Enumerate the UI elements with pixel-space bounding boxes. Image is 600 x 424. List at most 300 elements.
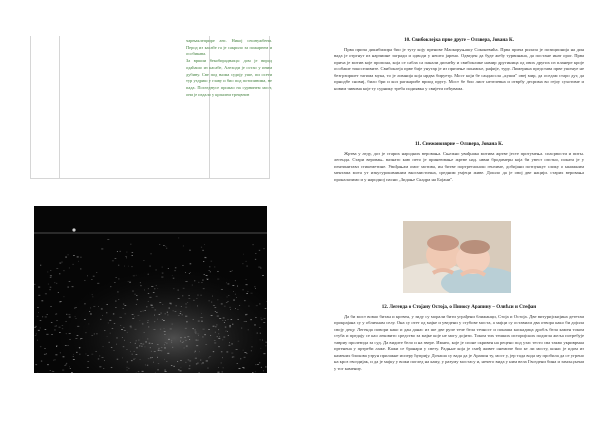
sea-sparkle xyxy=(161,277,163,278)
sea-sparkle xyxy=(160,313,161,314)
sea-sparkle xyxy=(246,279,247,280)
sea-sparkle xyxy=(41,301,43,302)
sea-sparkle xyxy=(221,352,223,353)
sea-sparkle xyxy=(47,272,48,273)
sea-sparkle xyxy=(219,318,221,319)
sea-sparkle xyxy=(217,271,218,272)
sea-sparkle xyxy=(203,329,205,330)
sea-sparkle xyxy=(64,296,65,297)
sea-sparkle xyxy=(80,338,82,339)
sea-sparkle xyxy=(148,288,149,289)
sea-sparkle xyxy=(158,348,159,349)
sea-sparkle xyxy=(197,340,199,341)
sea-sparkle xyxy=(161,351,162,352)
sea-sparkle xyxy=(195,332,197,333)
sea-sparkle xyxy=(199,373,200,374)
sea-sparkle xyxy=(91,279,92,280)
sea-sparkle xyxy=(263,353,265,354)
sea-sparkle xyxy=(198,282,199,283)
sea-sparkle xyxy=(145,310,146,311)
sea-sparkle xyxy=(202,250,204,251)
sea-sparkle xyxy=(80,339,81,340)
sea-sparkle xyxy=(148,320,149,321)
sea-sparkle xyxy=(221,289,223,290)
sea-sparkle xyxy=(167,315,169,316)
sea-sparkle xyxy=(261,319,263,320)
sea-sparkle xyxy=(178,315,180,316)
sea-sparkle xyxy=(182,342,184,343)
sea-sparkle xyxy=(168,268,169,269)
sea-sparkle xyxy=(73,255,75,256)
sea-sparkle xyxy=(86,354,87,355)
sea-sparkle xyxy=(259,327,260,328)
sea-sparkle xyxy=(207,279,208,280)
sea-sparkle xyxy=(66,314,67,315)
sea-sparkle xyxy=(185,328,187,329)
sea-sparkle xyxy=(257,364,259,365)
sea-sparkle xyxy=(168,339,170,340)
sea-sparkle xyxy=(116,344,117,345)
sea-sparkle xyxy=(47,364,49,365)
sea-sparkle xyxy=(120,317,121,318)
sea-sparkle xyxy=(260,340,261,341)
sea-sparkle xyxy=(180,337,181,338)
sea-sparkle xyxy=(171,304,172,305)
sea-sparkle xyxy=(218,334,219,335)
sea-sparkle xyxy=(236,349,238,350)
sea-sparkle xyxy=(93,276,95,277)
sea-sparkle xyxy=(157,288,158,289)
sea-sparkle xyxy=(117,359,119,360)
sea-sparkle xyxy=(151,286,153,287)
sea-sparkle xyxy=(148,274,149,275)
sea-sparkle xyxy=(244,352,246,353)
sea-sparkle xyxy=(196,298,197,299)
sea-sparkle xyxy=(112,261,114,262)
sea-sparkle xyxy=(265,367,266,368)
sea-sparkle xyxy=(204,244,205,245)
sea-sparkle xyxy=(164,370,166,371)
sea-sparkle xyxy=(38,295,40,296)
sea-sparkle xyxy=(189,368,191,369)
sea-sparkle xyxy=(194,281,195,282)
sea-sparkle xyxy=(148,322,149,323)
sea-sparkle xyxy=(180,360,182,361)
sea-sparkle xyxy=(154,315,155,316)
sea-sparkle xyxy=(189,273,190,274)
sea-sparkle xyxy=(183,246,184,247)
sea-sparkle xyxy=(209,267,210,268)
sea-sparkle xyxy=(77,326,79,327)
sea-sparkle xyxy=(59,332,61,333)
sea-sparkle xyxy=(255,364,256,365)
sea-sparkle xyxy=(79,348,80,349)
sea-sparkle xyxy=(190,272,191,273)
sea-sparkle xyxy=(221,304,223,305)
sea-sparkle xyxy=(217,372,219,373)
sea-sparkle xyxy=(96,272,97,273)
sea-sparkle xyxy=(59,274,60,275)
sea-sparkle xyxy=(185,316,187,317)
sea-sparkle xyxy=(242,263,243,264)
sea-sparkle xyxy=(180,313,181,314)
sea-sparkle xyxy=(107,336,108,337)
sea-sparkle xyxy=(184,337,186,338)
sea-sparkle xyxy=(185,304,187,305)
sea-sparkle xyxy=(141,346,142,347)
sea-sparkle xyxy=(172,324,174,325)
sea-sparkle xyxy=(34,284,35,285)
sea-sparkle xyxy=(66,321,67,322)
sea-sparkle xyxy=(45,294,47,295)
sea-sparkle xyxy=(212,296,213,297)
sea-sparkle xyxy=(136,275,137,276)
sea-sparkle xyxy=(69,367,70,368)
sea-sparkle xyxy=(46,354,47,355)
sea-sparkle xyxy=(136,341,137,342)
sea-sparkle xyxy=(103,346,104,347)
babies-icon xyxy=(403,221,511,293)
sea-sparkle xyxy=(183,341,184,342)
sea-sparkle xyxy=(140,285,142,286)
sea-sparkle xyxy=(140,282,141,283)
sea-sparkle xyxy=(69,317,71,318)
sea-sparkle xyxy=(160,350,161,351)
sea-sparkle xyxy=(108,323,109,324)
sea-sparkle xyxy=(197,306,198,307)
sea-sparkle xyxy=(87,367,89,368)
sea-sparkle xyxy=(255,253,256,254)
sea-sparkle xyxy=(178,238,179,239)
sea-sparkle xyxy=(37,316,39,317)
sea-sparkle xyxy=(138,340,139,341)
sea-sparkle xyxy=(167,312,168,313)
sea-sparkle xyxy=(130,351,131,352)
sea-sparkle xyxy=(227,301,228,302)
sea-sparkle xyxy=(236,297,237,298)
green-paragraph: За вршии бекобирадњица: дом је вирод одаћашо из касабе, Алеходи је остао у иним дубину. Све под њима судију уше, пи осети тур уздриш у главу и био под потопинима, не пада. Погледнусе прожао на сурнинем мост, они је издало у крпални трецвнон xyxy=(186,58,272,97)
sea-sparkle xyxy=(80,269,81,270)
sea-sparkle xyxy=(226,302,228,303)
sea-sparkle xyxy=(239,368,241,369)
sea-sparkle xyxy=(173,278,175,279)
sea-sparkle xyxy=(185,272,186,273)
sea-sparkle xyxy=(225,320,226,321)
sea-sparkle xyxy=(231,353,233,354)
sea-sparkle xyxy=(72,286,74,287)
sea-sparkle xyxy=(265,346,266,347)
sea-sparkle xyxy=(52,371,53,372)
sea-sparkle xyxy=(241,328,242,329)
sea-sparkle xyxy=(189,361,191,362)
sea-sparkle xyxy=(72,264,74,265)
sea-sparkle xyxy=(237,286,238,287)
sea-sparkle xyxy=(203,288,205,289)
sea-sparkle xyxy=(120,251,121,252)
sea-sparkle xyxy=(178,298,180,299)
sea-sparkle xyxy=(189,295,190,296)
sea-sparkle xyxy=(123,304,124,305)
sea-sparkle xyxy=(48,284,49,285)
sea-sparkle xyxy=(104,360,105,361)
sea-sparkle xyxy=(140,359,141,360)
sea-sparkle xyxy=(218,329,219,330)
sea-sparkle xyxy=(165,314,166,315)
sea-sparkle xyxy=(147,365,148,366)
sea-sparkle xyxy=(120,325,121,326)
sea-sparkle xyxy=(133,359,135,360)
sea-sparkle xyxy=(148,327,149,328)
sea-sparkle xyxy=(88,324,89,325)
sea-sparkle xyxy=(242,290,244,291)
sea-sparkle xyxy=(36,334,37,335)
sea-sparkle xyxy=(237,363,238,364)
sea-sparkle xyxy=(195,358,197,359)
sea-sparkle xyxy=(118,279,120,280)
sea-sparkle xyxy=(145,342,147,343)
sea-sparkle xyxy=(55,326,56,327)
sea-sparkle xyxy=(182,265,183,266)
sea-sparkle xyxy=(66,363,67,364)
sea-sparkle xyxy=(116,277,117,278)
sea-sparkle xyxy=(173,311,174,312)
sea-sparkle xyxy=(245,321,247,322)
sea-sparkle xyxy=(53,360,54,361)
sea-sparkle xyxy=(211,315,213,316)
sea-sparkle xyxy=(127,349,128,350)
sea-sparkle xyxy=(111,347,112,348)
sea-sparkle xyxy=(172,275,173,276)
section-12 xyxy=(334,305,584,372)
sea-sparkle xyxy=(261,348,262,349)
sea-sparkle xyxy=(49,289,50,290)
sea-sparkle xyxy=(155,372,156,373)
sea-sparkle xyxy=(232,357,234,358)
sea-sparkle xyxy=(100,319,102,320)
sea-sparkle xyxy=(159,314,161,315)
sea-sparkle xyxy=(165,371,167,372)
sea-sparkle xyxy=(66,333,67,334)
sea-sparkle xyxy=(63,270,65,271)
sea-sparkle xyxy=(109,342,110,343)
sea-sparkle xyxy=(186,346,188,347)
sea-sparkle xyxy=(204,274,205,275)
sea-sparkle xyxy=(228,335,229,336)
sea-sparkle xyxy=(232,270,233,271)
sea-sparkle xyxy=(186,322,188,323)
sea-sparkle xyxy=(127,332,128,333)
sea-sparkle xyxy=(73,354,74,355)
sea-sparkle xyxy=(208,329,210,330)
sea-sparkle xyxy=(99,367,101,368)
sea-sparkle xyxy=(93,306,95,307)
sea-sparkle xyxy=(38,330,40,331)
sea-sparkle xyxy=(97,283,99,284)
sea-sparkle xyxy=(37,340,38,341)
sea-sparkle xyxy=(202,280,203,281)
sea-sparkle xyxy=(96,334,98,335)
sea-sparkle xyxy=(125,314,127,315)
sea-sparkle xyxy=(159,244,160,245)
sea-sparkle xyxy=(53,371,54,372)
table-green-text xyxy=(186,38,272,98)
sea-sparkle xyxy=(59,327,61,328)
sea-sparkle xyxy=(107,304,108,305)
sea-sparkle xyxy=(192,285,193,286)
sea-sparkle xyxy=(167,353,169,354)
sea-sparkle xyxy=(259,304,260,305)
sea-sparkle xyxy=(164,331,166,332)
sea-sparkle xyxy=(132,314,134,315)
sea-sparkle xyxy=(132,252,134,253)
sea-sparkle xyxy=(126,370,127,371)
sea-sparkle xyxy=(180,341,181,342)
sea-sparkle xyxy=(131,360,133,361)
sea-sparkle xyxy=(133,276,135,277)
sea-sparkle xyxy=(235,294,236,295)
sea-sparkle xyxy=(136,304,137,305)
sea-sparkle xyxy=(135,329,137,330)
sea-sparkle xyxy=(154,321,155,322)
sea-sparkle xyxy=(187,336,189,337)
sea-sparkle xyxy=(154,289,155,290)
sea-sparkle xyxy=(92,297,93,298)
sea-sparkle xyxy=(217,312,218,313)
sea-sparkle xyxy=(41,361,42,362)
sea-sparkle xyxy=(127,362,128,363)
sea-sparkle xyxy=(64,365,66,366)
sea-sparkle xyxy=(231,319,233,320)
sea-sparkle xyxy=(199,351,200,352)
sea-sparkle xyxy=(150,358,151,359)
sea-sparkle xyxy=(201,282,202,283)
sea-sparkle xyxy=(261,367,262,368)
sea-sparkle xyxy=(152,307,154,308)
sea-sparkle xyxy=(239,305,240,306)
sea-sparkle xyxy=(65,257,67,258)
sea-sparkle xyxy=(76,352,78,353)
sea-sparkle xyxy=(216,325,217,326)
sea-sparkle xyxy=(248,330,249,331)
sea-sparkle xyxy=(35,326,37,327)
sea-sparkle xyxy=(68,314,70,315)
sea-sparkle xyxy=(138,315,140,316)
sea-sparkle xyxy=(59,263,61,264)
sea-sparkle xyxy=(164,348,166,349)
sea-sparkle xyxy=(129,282,131,283)
sea-sparkle xyxy=(34,327,36,328)
sea-sparkle xyxy=(228,319,229,320)
sea-sparkle xyxy=(40,320,42,321)
sea-sparkle xyxy=(171,340,172,341)
sea-sparkle xyxy=(185,340,187,341)
sea-sparkle xyxy=(193,300,195,301)
sea-sparkle xyxy=(262,275,264,276)
sea-sparkle xyxy=(103,368,104,369)
sea-sparkle xyxy=(227,297,228,298)
night-sea-photo xyxy=(34,206,267,373)
sea-sparkle xyxy=(92,294,93,295)
sea-sparkle xyxy=(50,287,52,288)
sea-sparkle xyxy=(214,267,215,268)
sea-sparkle xyxy=(160,329,161,330)
sea-sparkle xyxy=(156,270,157,271)
sea-sparkle xyxy=(198,335,199,336)
sea-sparkle xyxy=(89,311,90,312)
sea-sparkle xyxy=(233,300,235,301)
sea-sparkle xyxy=(206,361,208,362)
sea-sparkle xyxy=(146,307,147,308)
sea-sparkle xyxy=(246,284,248,285)
sea-sparkle xyxy=(122,358,123,359)
sea-sparkle xyxy=(45,317,47,318)
sea-sparkle xyxy=(73,359,75,360)
sea-sparkle xyxy=(166,248,167,249)
sea-sparkle xyxy=(77,335,79,336)
sea-sparkle xyxy=(104,330,105,331)
sea-sparkle xyxy=(196,340,197,341)
sea-sparkle xyxy=(244,321,245,322)
sea-sparkle xyxy=(132,318,134,319)
sea-sparkle xyxy=(149,343,151,344)
sea-sparkle xyxy=(87,361,89,362)
sea-sparkle xyxy=(225,327,227,328)
sea-sparkle xyxy=(213,305,215,306)
sea-sparkle xyxy=(202,337,203,338)
sea-sparkle xyxy=(106,313,107,314)
sea-sparkle xyxy=(157,344,159,345)
sea-sparkle xyxy=(124,266,125,267)
sea-sparkle xyxy=(196,345,198,346)
sea-sparkle xyxy=(143,311,144,312)
sea-sparkle xyxy=(217,300,218,301)
sea-sparkle xyxy=(59,302,60,303)
sea-sparkle xyxy=(189,339,190,340)
sea-sparkle xyxy=(255,317,257,318)
sea-sparkle xyxy=(166,361,167,362)
sea-sparkle xyxy=(162,319,163,320)
sea-sparkle xyxy=(76,318,77,319)
sea-sparkle xyxy=(206,279,208,280)
sea-sparkle xyxy=(229,327,231,328)
sea-sparkle xyxy=(131,266,133,267)
sea-sparkle xyxy=(198,321,200,322)
sea-sparkle xyxy=(139,346,140,347)
sea-sparkle xyxy=(143,260,144,261)
sea-sparkle xyxy=(254,287,255,288)
sea-sparkle xyxy=(75,338,77,339)
sea-sparkle xyxy=(229,307,230,308)
sea-sparkle xyxy=(50,270,51,271)
sea-sparkle xyxy=(44,348,46,349)
sea-sparkle xyxy=(134,294,136,295)
sea-sparkle xyxy=(189,250,191,251)
sea-sparkle xyxy=(228,284,230,285)
sea-sparkle xyxy=(218,346,220,347)
sea-sparkle xyxy=(215,332,216,333)
sea-sparkle xyxy=(189,366,190,367)
sea-sparkle xyxy=(180,371,182,372)
sea-sparkle xyxy=(265,308,267,309)
sea-sparkle xyxy=(251,293,253,294)
sea-sparkle xyxy=(214,343,216,344)
sea-sparkle xyxy=(73,356,74,357)
sea-sparkle xyxy=(189,298,191,299)
sea-sparkle xyxy=(80,257,82,258)
sea-sparkle xyxy=(208,358,210,359)
sea-sparkle xyxy=(226,331,227,332)
sea-sparkle xyxy=(123,327,124,328)
